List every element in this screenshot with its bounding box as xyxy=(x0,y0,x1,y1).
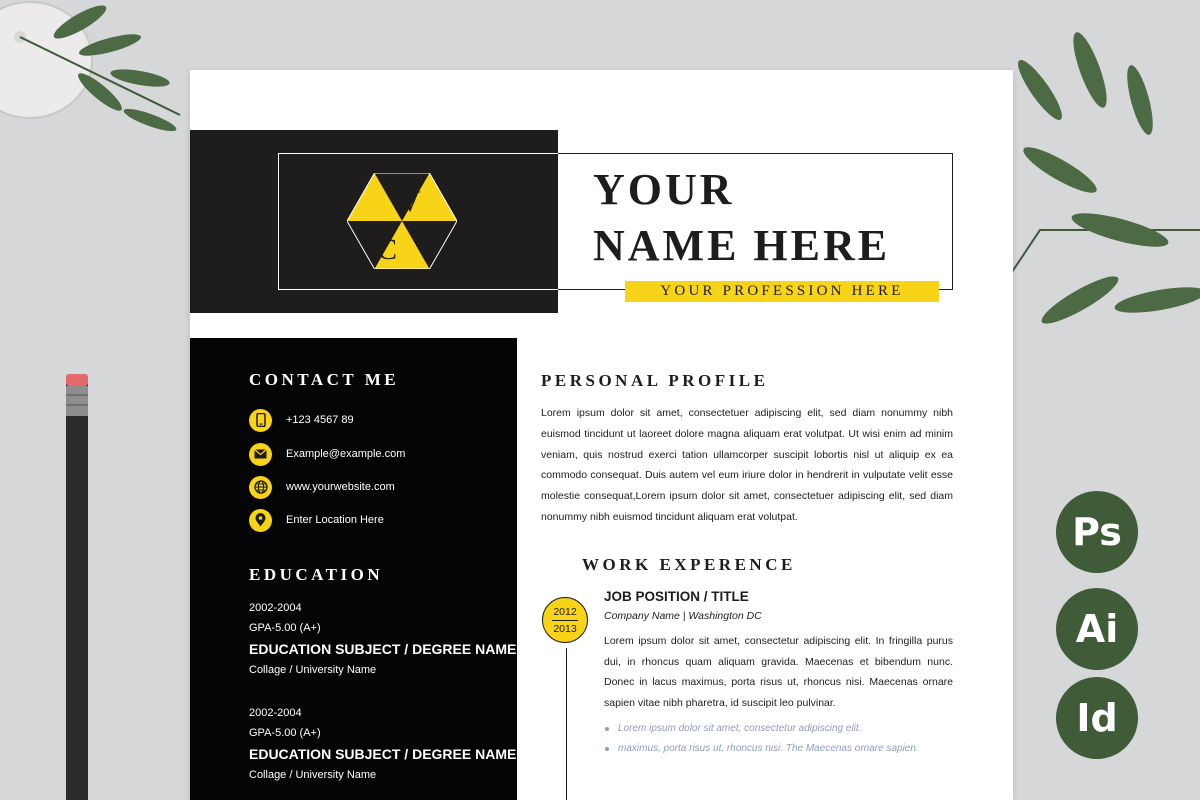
job-description: Lorem ipsum dolor sit amet, consectetur adipiscing elit. In fringilla purus dui, in rhoncus quam aliquam gravida. Maecenas et bibendum nunc. Donec in lacus maximus, porta risus ut, rhoncus nisi. Maecenas ornare sapien vitae nibh pharetra, id suscipit leo pulvinar. xyxy=(604,635,953,709)
profession-label: YOUR PROFESSION HERE xyxy=(625,281,939,302)
illustrator-badge: Ai xyxy=(1056,588,1138,670)
job-bullet: Lorem ipsum dolor sit amet, consectetur adipiscing elit. xyxy=(604,719,964,739)
plant-image-right xyxy=(1000,29,1200,331)
year-end: 2013 xyxy=(553,622,577,635)
education-years: 2002-2004 xyxy=(249,602,302,614)
phone-text: +123 4567 89 xyxy=(286,414,354,426)
photoshop-badge: Ps xyxy=(1056,491,1138,573)
name-line-2: NAME HERE xyxy=(593,221,891,270)
monogram-logo xyxy=(347,173,457,269)
email-text[interactable]: Example@example.com xyxy=(286,448,406,460)
contact-phone xyxy=(249,408,354,432)
sidebar xyxy=(190,338,517,800)
contact-website xyxy=(249,475,395,499)
phone-icon xyxy=(249,409,272,432)
profile-text: Lorem ipsum dolor sit amet, consectetuer adipiscing elit, sed diam nonummy nibh euismod tincidunt ut laoreet dolore magna aliquam erat volutpat. Ut wisi enim ad minim veniam, quis nostrud exerci tation ullamcorper suscipit lobortis nisl ut aliquip ex ea commodo consequat. Duis autem vel eum iriure dolor in hendrerit in vulputate velit esse molestie consequat,Lorem ipsum dolor sit amet, consectetuer adipiscing elit, sed diam nonummy nibh euismod tincidunt aliquam erat volutpat. xyxy=(541,407,953,523)
year-badge xyxy=(542,597,588,643)
location-text: Enter Location Here xyxy=(286,514,384,526)
contact-email xyxy=(249,442,405,466)
full-name xyxy=(593,162,890,274)
contact-location xyxy=(249,508,384,532)
education-degree: EDUCATION SUBJECT / DEGREE NAME xyxy=(249,746,517,762)
resume-sheet xyxy=(190,70,1013,800)
experience-heading: WORK EXPERENCE xyxy=(582,555,796,574)
location-pin-icon xyxy=(249,509,272,532)
education-gpa: GPA-5.00 (A+) xyxy=(249,622,321,634)
website-text[interactable]: www.yourwebsite.com xyxy=(286,481,395,493)
education-school: Collage / University Name xyxy=(249,664,377,676)
email-icon xyxy=(249,443,272,466)
indesign-badge: Id xyxy=(1056,677,1138,759)
education-entry xyxy=(249,598,515,680)
globe-icon xyxy=(249,476,272,499)
education-gpa: GPA-5.00 (A+) xyxy=(249,727,321,739)
job-company: Company Name | Washington DC xyxy=(604,610,762,622)
year-divider xyxy=(552,620,578,621)
job-bullets xyxy=(604,719,964,758)
pencil-image xyxy=(66,374,88,800)
profile-heading: PERSONAL PROFILE xyxy=(541,371,769,390)
contact-heading: CONTACT ME xyxy=(249,370,400,389)
timeline-line xyxy=(566,648,567,800)
job-title: JOB POSITION / TITLE xyxy=(604,589,749,604)
education-heading: EDUCATION xyxy=(249,565,384,584)
monogram-letter-v: V xyxy=(399,185,421,218)
education-entry xyxy=(249,703,515,785)
year-start: 2012 xyxy=(553,605,577,618)
monogram-letter-c: C xyxy=(376,233,398,266)
education-school: Collage / University Name xyxy=(249,769,377,781)
education-years: 2002-2004 xyxy=(249,707,302,719)
name-line-1: YOUR xyxy=(593,165,735,214)
job-bullet: maximus, porta risus ut, rhoncus nisi. The Maecenas ornare sapien. xyxy=(604,739,964,759)
education-degree: EDUCATION SUBJECT / DEGREE NAME xyxy=(249,641,517,657)
